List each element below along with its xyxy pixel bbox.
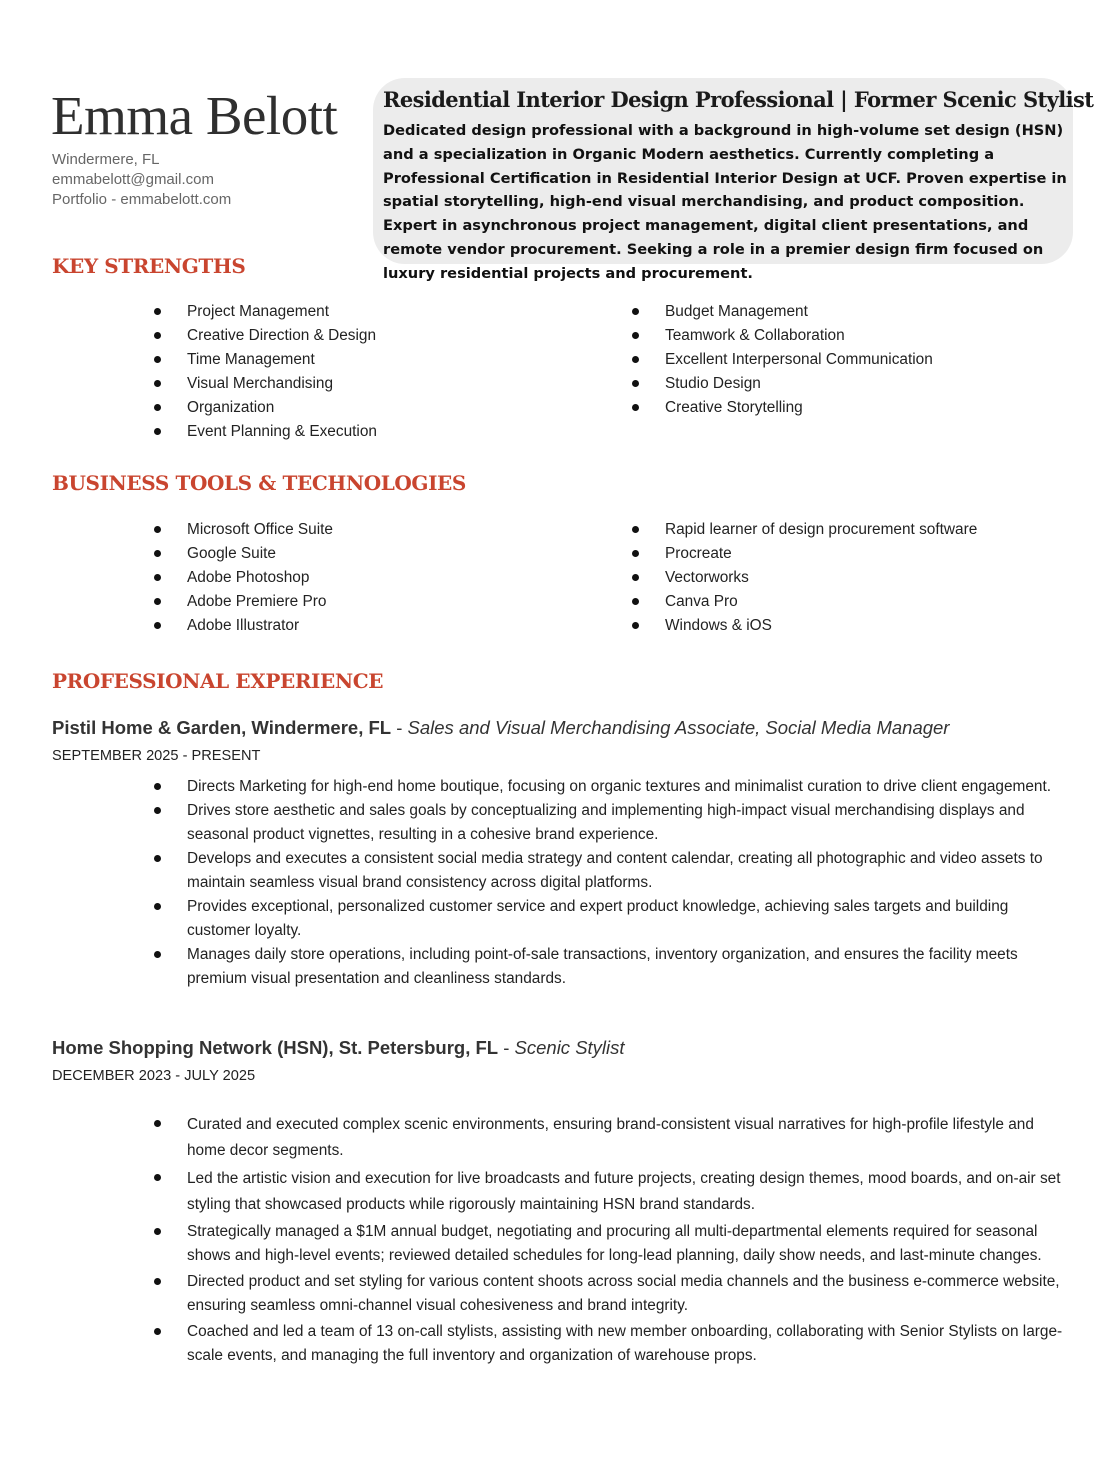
job-header — [52, 1037, 625, 1059]
list-item: Strategically managed a $1M annual budget, negotiating and procuring all multi-departmental elements required for seasonal shows and high-level events; reviewed detailed schedules for long-lead planning, daily show needs, and last-minute changes. — [153, 1220, 1068, 1268]
list-item: Adobe Photoshop — [153, 566, 333, 590]
list-item: Time Management — [153, 348, 377, 372]
list-item: Manages daily store operations, including point-of-sale transactions, inventory organization, and ensures the facility meets premium visual presentation and cleanliness standards. — [153, 943, 1068, 991]
summary-title: Residential Interior Design Professional | Former Scenic Stylist — [383, 87, 1094, 112]
company-name: Home Shopping Network (HSN), St. Petersburg, FL — [52, 1037, 499, 1058]
list-item: Directs Marketing for high-end home boutique, focusing on organic textures and minimalist curation to drive client engagement. — [153, 775, 1068, 799]
list-item: Directed product and set styling for various content shoots across social media channels and the business e-commerce website, ensuring seamless omni-channel visual cohesiveness and brand integrity. — [153, 1270, 1068, 1318]
list-item: Develops and executes a consistent social media strategy and content calendar, creating all photographic and video assets to maintain seamless visual brand consistency across digital platforms. — [153, 847, 1068, 895]
list-item: Creative Storytelling — [631, 396, 933, 420]
list-item: Adobe Illustrator — [153, 614, 333, 638]
email[interactable]: emmabelott@gmail.com — [52, 171, 214, 188]
separator: - — [391, 717, 408, 738]
company-name: Pistil Home & Garden, Windermere, FL — [52, 717, 392, 738]
experience-heading: PROFESSIONAL EXPERIENCE — [52, 669, 384, 693]
tools-list-right — [631, 518, 977, 638]
list-item: Curated and executed complex scenic environments, ensuring brand-consistent visual narratives for high-profile lifestyle and home decor segments. — [153, 1112, 1068, 1164]
job-role: Sales and Visual Merchandising Associate, Social Media Manager — [407, 717, 950, 738]
list-item: Coached and led a team of 13 on-call stylists, assisting with new member onboarding, collaborating with Senior Stylists on large-scale events, and managing the full inventory and organization of warehouse props. — [153, 1320, 1068, 1368]
list-item: Canva Pro — [631, 590, 977, 614]
key-strengths-list-left — [153, 300, 377, 444]
tools-heading: BUSINESS TOOLS & TECHNOLOGIES — [52, 471, 466, 495]
list-item: Studio Design — [631, 372, 933, 396]
list-item: Led the artistic vision and execution for live broadcasts and future projects, creating design themes, mood boards, and on-air set styling that showcased products while rigorously maintaining HSN brand standards. — [153, 1166, 1068, 1218]
key-strengths-heading: KEY STRENGTHS — [52, 254, 246, 278]
list-item: Excellent Interpersonal Communication — [631, 348, 933, 372]
list-item: Vectorworks — [631, 566, 977, 590]
list-item: Drives store aesthetic and sales goals by conceptualizing and implementing high-impact visual merchandising displays and seasonal product vignettes, resulting in a cohesive brand experience. — [153, 799, 1068, 847]
list-item: Organization — [153, 396, 377, 420]
list-item: Event Planning & Execution — [153, 420, 377, 444]
list-item: Creative Direction & Design — [153, 324, 377, 348]
separator: - — [498, 1037, 515, 1058]
job-header — [52, 717, 949, 739]
list-item: Project Management — [153, 300, 377, 324]
portfolio-link[interactable]: Portfolio - emmabelott.com — [52, 191, 232, 208]
job-role: Scenic Stylist — [514, 1037, 625, 1058]
list-item: Visual Merchandising — [153, 372, 377, 396]
list-item: Adobe Premiere Pro — [153, 590, 333, 614]
list-item: Windows & iOS — [631, 614, 977, 638]
list-item: Microsoft Office Suite — [153, 518, 333, 542]
summary-text: Dedicated design professional with a background in high-volume set design (HSN) and a specialization in Organic Modern aesthetics. Currently completing a Professional Certification in Residential Interior Design at UCF. Proven expertise in spatial storytelling, high-end visual merchandising, and product composition. Expert in asynchronous project management, digital client presentations, and remote vendor procurement. Seeking a role in a premier design firm focused on luxury residential projects and procurement. — [383, 122, 1067, 282]
list-item: Teamwork & Collaboration — [631, 324, 933, 348]
job-dates: SEPTEMBER 2025 - PRESENT — [52, 748, 261, 764]
list-item: Procreate — [631, 542, 977, 566]
job-bullets — [153, 1112, 1068, 1368]
location: Windermere, FL — [52, 151, 160, 168]
list-item: Budget Management — [631, 300, 933, 324]
tools-list-left — [153, 518, 333, 638]
list-item: Google Suite — [153, 542, 333, 566]
list-item: Provides exceptional, personalized customer service and expert product knowledge, achieving sales targets and building customer loyalty. — [153, 895, 1068, 943]
candidate-name: Emma Belott — [51, 85, 338, 146]
key-strengths-list-right — [631, 300, 933, 420]
job-bullets — [153, 775, 1068, 991]
contact-block — [52, 150, 231, 210]
job-dates: DECEMBER 2023 - JULY 2025 — [52, 1068, 256, 1084]
list-item: Rapid learner of design procurement software — [631, 518, 977, 542]
